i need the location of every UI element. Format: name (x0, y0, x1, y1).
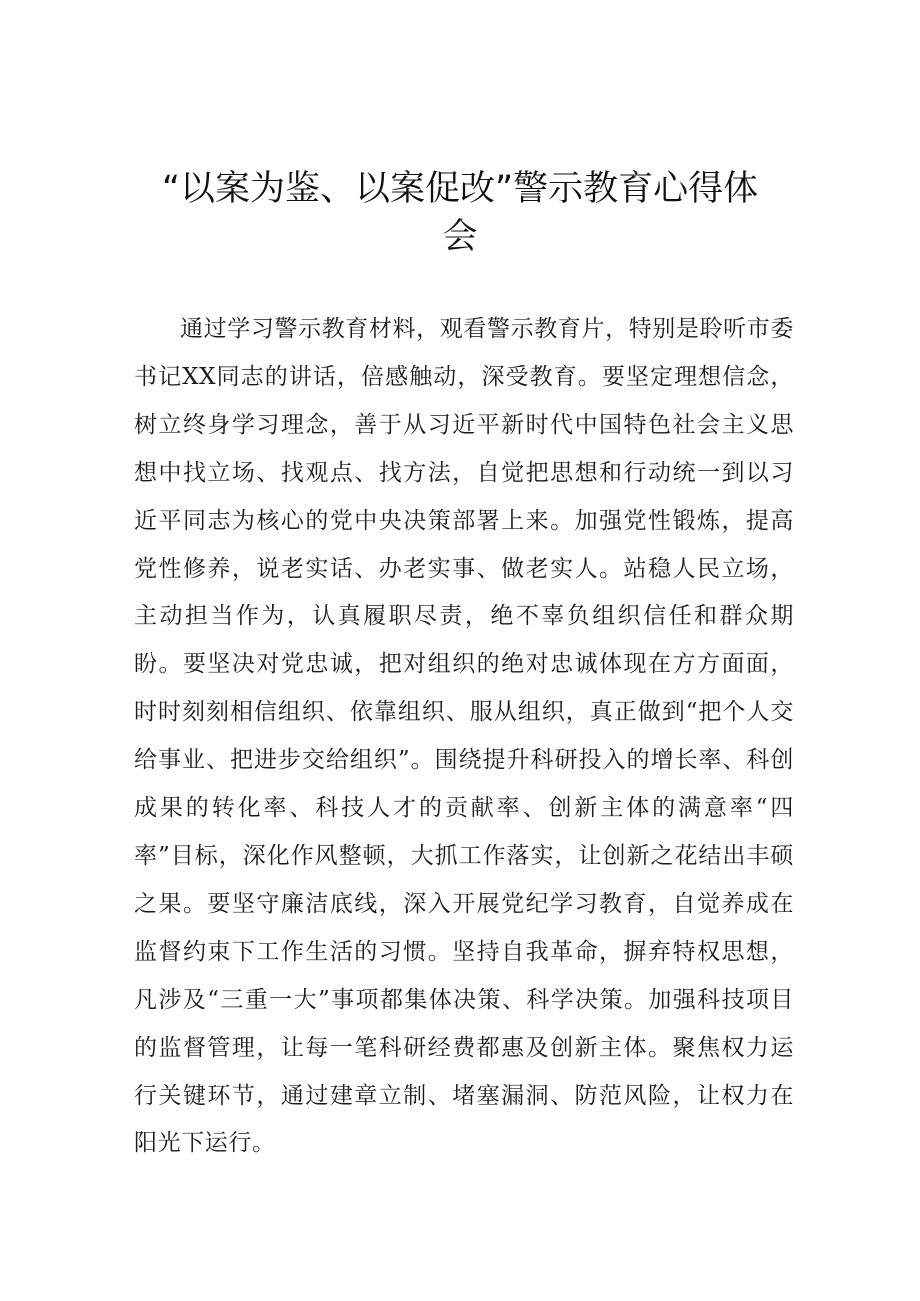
document-title: “以案为鉴、以案促改”警示教育心得体会 (161, 169, 759, 257)
body-paragraph: 通过学习警示教育材料，观看警示教育片，特别是聆听市委书记XX同志的讲话，倍感触动，深受教育。要坚定理想信念，树立终身学习理念，善于从习近平新时代中国特色社会主义思想中找立场、找观点、找方法，自觉把思想和行动统一到以习近平同志为核心的党中央决策部署上来。加强党性锻炼，提高党性修养，说老实话、办老实事、做老实人。站稳人民立场，主动担当作为，认真履职尽责，绝不辜负组织信任和群众期盼。要坚决对党忠诚，把对组织的绝对忠诚体现在方方面面，时时刻刻相信组织、依靠组织、服从组织，真正做到“把个人交给事业、把进步交给组织”。围绕提升科研投入的增长率、科创成果的转化率、科技人才的贡献率、创新主体的满意率“四率”目标，深化作风整顿，大抓工作落实，让创新之花结出丰硕之果。要坚守廉洁底线，深入开展党纪学习教育，自觉养成在监督约束下工作生活的习惯。坚持自我革命，摒弃特权思想，凡涉及“三重一大”事项都集体决策、科学决策。加强科技项目的监督管理，让每一笔科研经费都惠及创新主体。聚焦权力运行关键环节，通过建章立制、堵塞漏洞、防范风险，让权力在阳光下运行。 (134, 316, 794, 1157)
